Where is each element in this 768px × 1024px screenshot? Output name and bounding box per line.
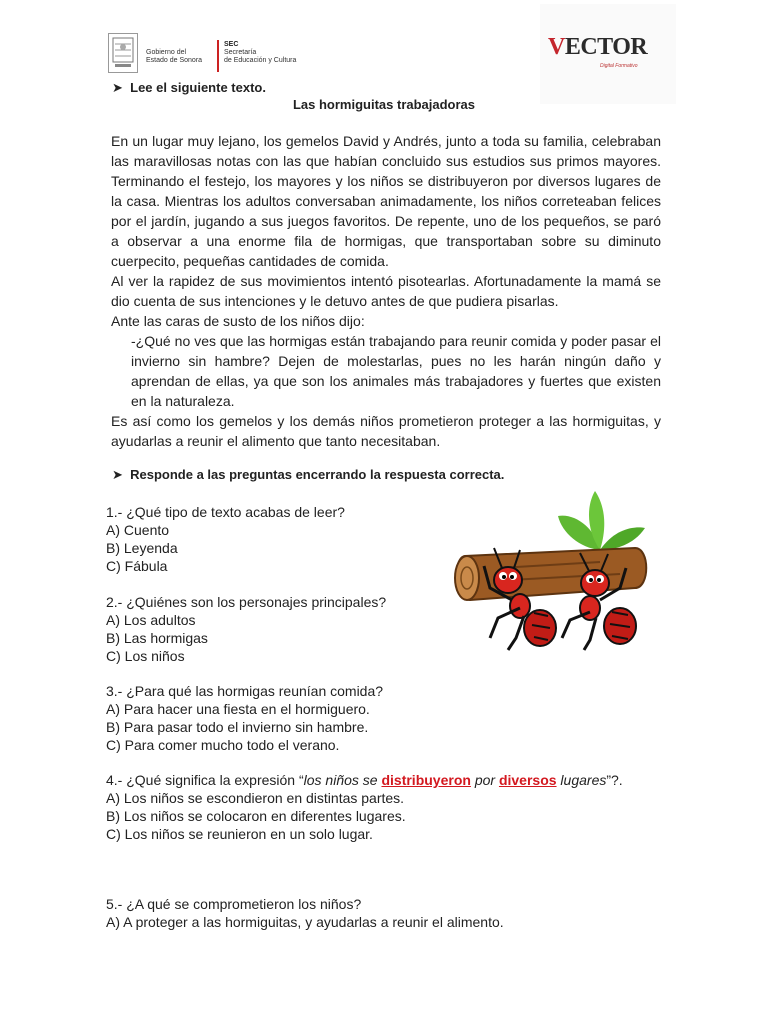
arrow-bullet-icon: ➤ — [112, 467, 123, 482]
story-paragraph: Es así como los gemelos y los demás niños prometieron proteger a las hormiguitas, y ayudarlas a reunir el alimento que tanto necesitaban. — [111, 413, 661, 449]
question-3 — [106, 682, 383, 754]
answer-option[interactable]: B) Leyenda — [106, 540, 178, 556]
story-paragraph: Al ver la rapidez de sus movimientos intentó pisotearlas. Afortunadamente la mamá se dio cuenta de sus intenciones y le detuvo antes de que pudiera pisarlas. — [111, 273, 661, 309]
answer-option[interactable]: C) Los niños se reunieron en un solo lugar. — [106, 826, 373, 842]
answer-option[interactable]: C) Los niños — [106, 648, 185, 664]
answer-option[interactable]: B) Para pasar todo el invierno sin hambre. — [106, 719, 369, 735]
question-text: 3.- ¿Para qué las hormigas reunían comida? — [106, 683, 384, 699]
divider — [217, 40, 219, 72]
vector-logo: VECTOR — [548, 34, 648, 60]
highlight-word: distribuyeron — [381, 772, 471, 788]
answer-option[interactable]: A) Cuento — [106, 522, 170, 538]
answer-option[interactable]: A) Los niños se escondieron en distintas partes. — [106, 790, 405, 806]
question-text: 5.- ¿A qué se comprometieron los niños? — [106, 896, 362, 912]
question-1 — [106, 503, 345, 575]
answer-option[interactable]: B) Las hormigas — [106, 630, 208, 646]
instruction-answer: ➤ Responde a las preguntas encerrando la respuesta correcta. — [112, 467, 505, 482]
question-text: 1.- ¿Qué tipo de texto acabas de leer? — [106, 504, 345, 520]
story-title: Las hormiguitas trabajadoras — [292, 97, 476, 112]
seal-icon — [109, 34, 137, 72]
question-text: 4.- ¿Qué significa la expresión “los niños se distribuyeron por diversos lugares”?. — [106, 772, 623, 788]
answer-option[interactable]: C) Para comer mucho todo el verano. — [106, 737, 340, 753]
story-dialogue: -¿Qué no ves que las hormigas están trabajando para reunir comida y poder pasar el invierno sin hambre? Dejen de molestarlas, pues no les harán ningún daño y aprendan de ellas, ya que son los animales más trabajadores y fuertes que existen en la naturaleza. — [131, 333, 661, 409]
gov-label: Gobierno del Estado de Sonora — [146, 49, 203, 64]
instruction-read: ➤ Lee el siguiente texto. — [112, 80, 266, 95]
question-2 — [106, 593, 386, 665]
question-5 — [106, 895, 504, 931]
highlight-word: diversos — [498, 772, 557, 788]
answer-option[interactable]: B) Los niños se colocaron en diferentes lugares. — [106, 808, 406, 824]
story-paragraph: Ante las caras de susto de los niños dijo: — [111, 313, 365, 329]
sec-label: SEC Secretaría de Educación y Cultura — [224, 41, 297, 64]
answer-option[interactable]: C) Fábula — [106, 558, 168, 574]
ants-carrying-log-icon — [450, 488, 660, 658]
question-text: 2.- ¿Quiénes son los personajes principales? — [106, 594, 387, 610]
arrow-bullet-icon: ➤ — [112, 80, 123, 95]
vector-subtitle: Digital Formativo — [600, 63, 638, 69]
story-text — [111, 131, 661, 451]
state-seal-logo — [108, 33, 138, 73]
answer-option[interactable]: A) A proteger a las hormiguitas, y ayudarlas a reunir el alimento. — [106, 914, 504, 930]
answer-option[interactable]: A) Para hacer una fiesta en el hormiguero. — [106, 701, 370, 717]
answer-option[interactable]: A) Los adultos — [106, 612, 196, 628]
story-paragraph: En un lugar muy lejano, los gemelos David y Andrés, junto a toda su familia, celebraban las maravillosas notas con las que habían concluido sus estudios sus primos mayores. Terminando el festejo, los mayores y los niños se distribuyeron por diversos lugares de la casa. Mientras los adultos conversaban animadamente, los niños correteaban felices por el jardín, jugando a sus juegos favoritos. De repente, uno de los pequeños, se paró a observar a una enorme fila de hormigas, que transportaban sobre su diminuto cuerpecito, pequeñas cantidades de comida. — [111, 133, 661, 269]
question-4 — [106, 771, 623, 843]
